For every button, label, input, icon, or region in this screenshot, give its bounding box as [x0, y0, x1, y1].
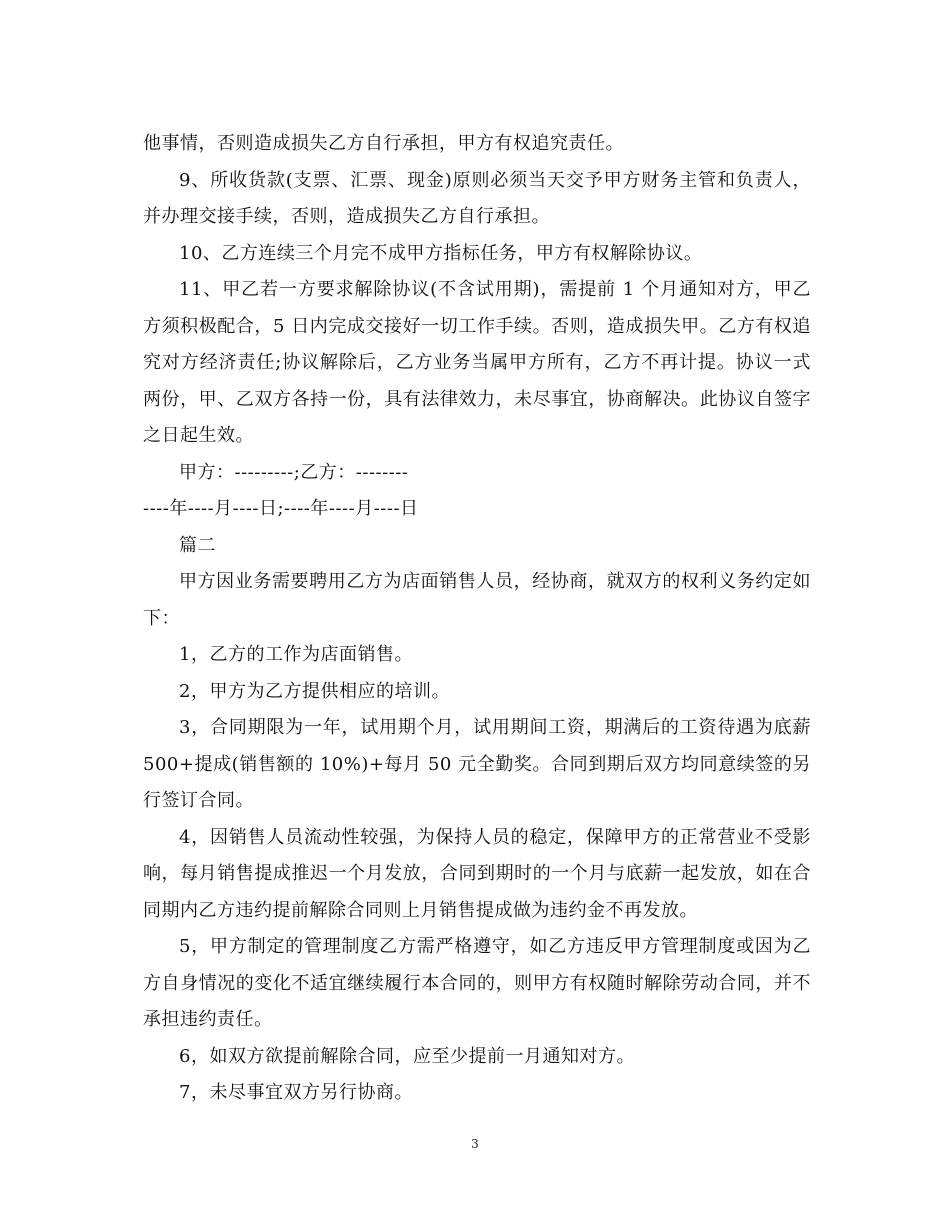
signature-parties: 甲方：---------;乙方：-------- — [179, 461, 409, 483]
clause-10: 10、乙方连续三个月完不成甲方指标任务，甲方有权解除协议。 — [179, 242, 703, 264]
signature-dates: ----年----月----日;----年----月----日 — [143, 498, 419, 519]
clause-9: 9、所收货款(支票、汇票、现金)原则必须当天交予甲方财务主管和负责人，并办理交接手续，否则，造成损失乙方自行承担。 — [143, 169, 811, 227]
document-body — [143, 126, 811, 1112]
item-7: 7，未尽事宜双方另行协商。 — [179, 1082, 413, 1103]
item-4: 4，因销售人员流动性较强，为保持人员的稳定，保障甲方的正常营业不受影响，每月销售提成推迟一个月发放，合同到期时的一个月与底薪一起发放，如在合同期内乙方违约提前解除合同则上月销售提成做为违约金不再发放。 — [143, 826, 811, 921]
item-1: 1，乙方的工作为店面销售。 — [179, 644, 413, 665]
page-number: 3 — [471, 1137, 479, 1151]
contract-intro: 甲方因业务需要聘用乙方为店面销售人员，经协商，就双方的权利义务约定如下： — [143, 571, 811, 629]
clause-11: 11、甲乙若一方要求解除协议(不含试用期)，需提前 1 个月通知对方，甲乙方须积极配合，5 日内完成交接好一切工作手续。否则，造成损失甲。乙方有权追究对方经济责任;协议解除后，乙方业务当属甲方所有，乙方不再计提。协议一式两份，甲、乙双方各持一份，具有法律效力，未尽事宜，协商解决。此协议自签字之日起生效。 — [143, 279, 811, 446]
item-2: 2，甲方为乙方提供相应的培训。 — [179, 680, 450, 702]
item-5: 5，甲方制定的管理制度乙方需严格遵守，如乙方违反甲方管理制度或因为乙方自身情况的变化不适宜继续履行本合同的，则甲方有权随时解除劳动合同，并不承担违约责任。 — [143, 936, 811, 1030]
item-6: 6，如双方欲提前解除合同，应至少提前一月通知对方。 — [179, 1045, 635, 1067]
paragraph-continuation: 他事情，否则造成损失乙方自行承担，甲方有权追究责任。 — [143, 133, 624, 154]
item-3: 3，合同期限为一年，试用期个月，试用期间工资，期满后的工资待遇为底薪 500+提成(销售额的 10%)+每月 50 元全勤奖。合同到期后双方均同意续签的另行签订合同。 — [143, 717, 811, 811]
section-heading: 篇二 — [179, 534, 216, 556]
